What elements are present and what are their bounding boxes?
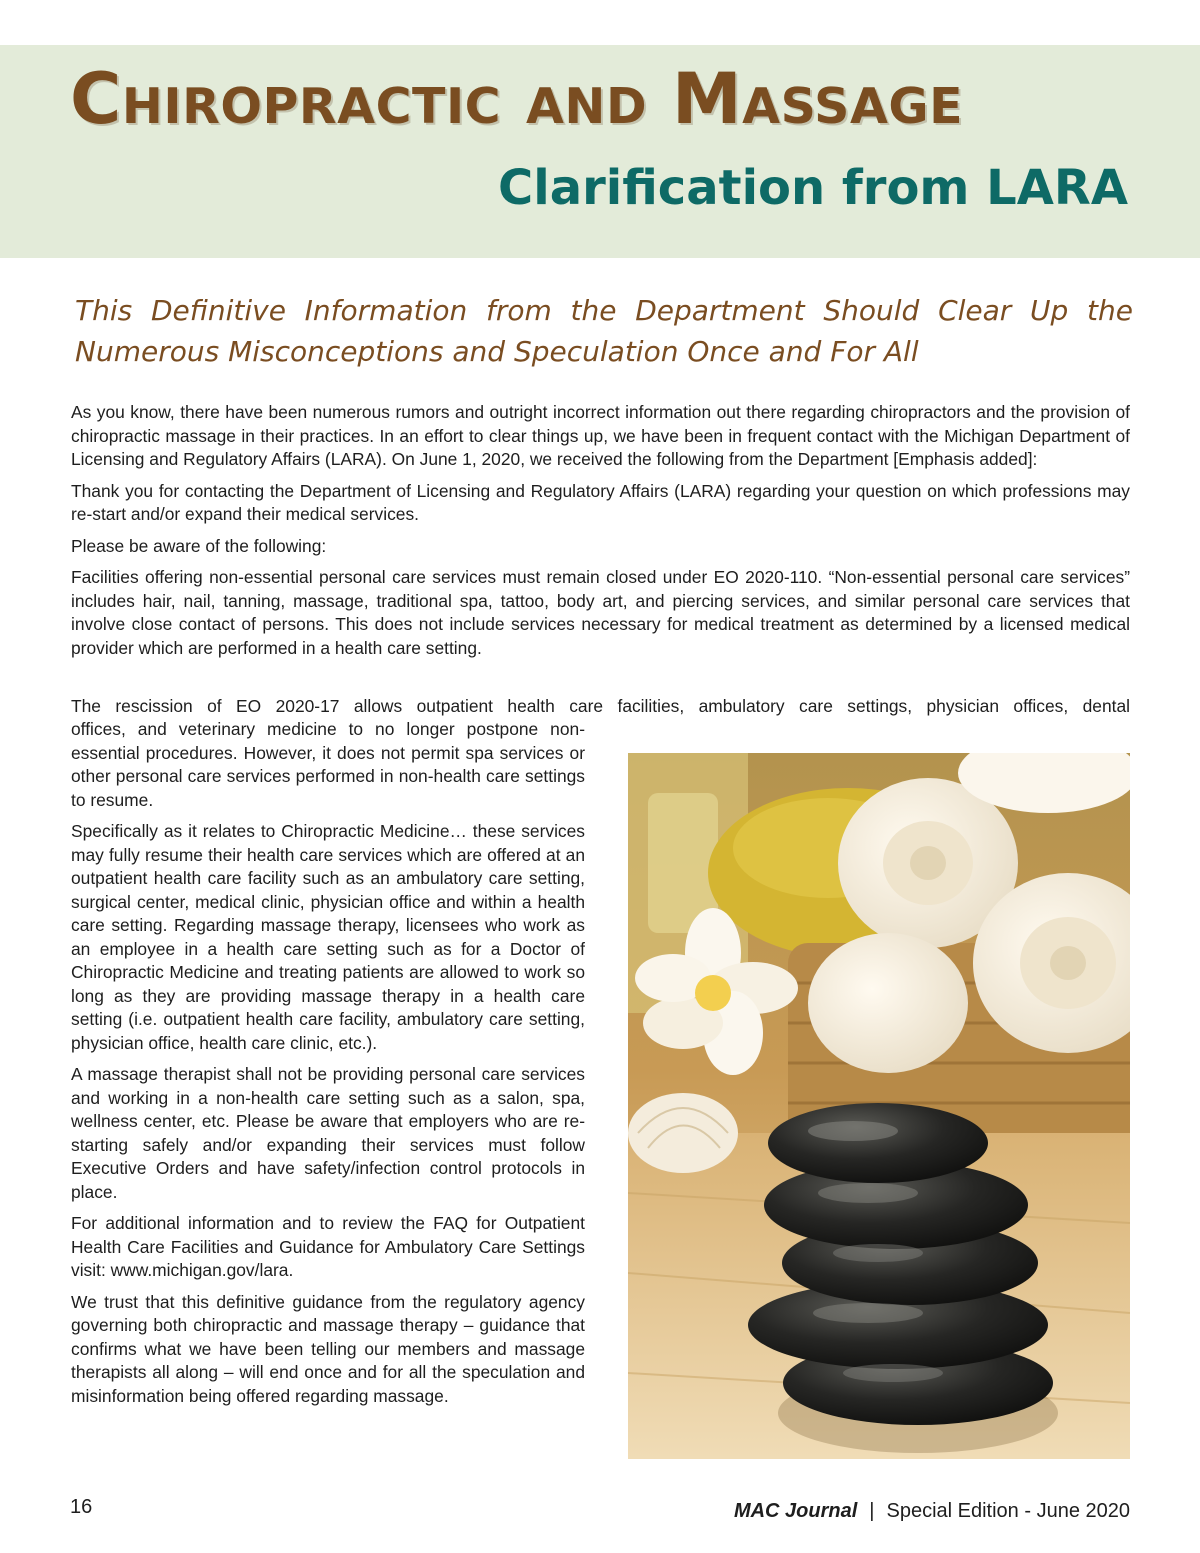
edition-label: Special Edition - June 2020 [886, 1500, 1130, 1522]
paragraph-additional-info: For additional information and to review the FAQ for Outpatient Health Care Facilities and Guidance for Ambulatory Care Settings visit: www.michigan.gov/lara. [71, 1213, 585, 1280]
paragraph-massage-therapist: A massage therapist shall not be providing personal care services and working in a non-health care setting such as a salon, spa, wellness center, etc. Please be aware that employers who are re-starting safely and/or expanding their services must follow Executive Orders and have safety/infection control protocols in place. [71, 1064, 585, 1202]
article-column [71, 718, 585, 1416]
footer-separator: | [869, 1500, 875, 1522]
paragraph-intro: As you know, there have been numerous rumors and outright incorrect information out there regarding chiropractors and the provision of chiropractic massage in their practices. In an effort to clear things up, we have been in frequent contact with the Michigan Department of Licensing and Regulatory Affairs (LARA). On June 1, 2020, we received the following from the Department [Emphasis added]: [71, 402, 1130, 469]
paragraph-chiropractic: Specifically as it relates to Chiropractic Medicine… these services may fully resume their health care services which are offered at an outpatient health care facility such as an ambulatory care setting, surgical center, medical clinic, physician office and within a health care setting. Regarding massage therapy, licensees who work as an employee in a health care setting such as for a Doctor of Chiropractic Medicine and treating patients are allowed to work so long as they are providing massage therapy in a health care setting (i.e. outpatient health care facility, ambulatory care setting, physician office, health care clinic, etc.). [71, 821, 585, 1053]
paragraph-facilities: Facilities offering non-essential personal care services must remain closed under EO 2020-110. “Non-essential personal care services” includes hair, nail, tanning, massage, traditional spa, tattoo, body art, and piercing services, and similar personal care services that involve close contact of persons. This does not include services necessary for medical treatment as determined by a licensed medical provider which are performed in a health care setting. [71, 567, 1130, 658]
paragraph-thanks: Thank you for contacting the Department of Licensing and Regulatory Affairs (LARA) regarding your question on which professions may re-start and/or expand their medical services. [71, 480, 1130, 524]
page-subtitle: Clarification from LARA [498, 160, 1128, 216]
page-title: Chiropractic and Massage [70, 58, 964, 140]
article-deck: This Definitive Information from the Department Should Clear Up the Numerous Misconceptions and Speculation Once and For All [75, 294, 1133, 368]
paragraph-rescission-intro: The rescission of EO 2020-17 allows outpatient health care facilities, ambulatory care settings, physician offices, dental [71, 696, 1130, 716]
page-number: 16 [70, 1496, 93, 1518]
article-intro [71, 401, 1130, 668]
paragraph-rescission: offices, and veterinary medicine to no longer postpone non-essential procedures. However, it does not permit spa services or other personal care services performed in non-health care settings to resume. [71, 719, 585, 810]
spa-stones-photo [628, 753, 1130, 1459]
spa-stones-illustration [628, 753, 1130, 1459]
paragraph-aware: Please be aware of the following: [71, 535, 327, 556]
paragraph-conclusion: We trust that this definitive guidance from the regulatory agency governing both chiropractic and massage therapy – guidance that confirms what we have been telling our members and massage therapists all along – will end once and for all the speculation and misinformation being offered regarding massage. [71, 1291, 585, 1406]
publication-name: MAC Journal [733, 1500, 858, 1522]
footer-publication [734, 1500, 1130, 1523]
